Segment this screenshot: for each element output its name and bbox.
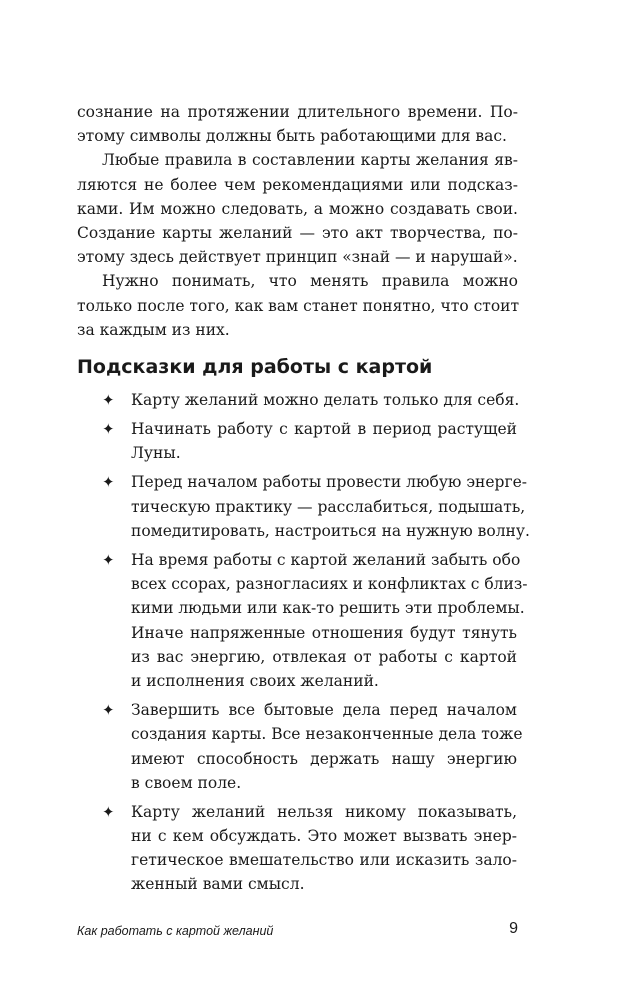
tips-list (77, 388, 530, 897)
text-line: тическую практику — расслабиться, подышать, (131, 497, 526, 516)
page-number: 9 (509, 920, 518, 937)
four-pointed-star-icon: ✦ (102, 551, 115, 569)
four-pointed-star-icon: ✦ (102, 473, 115, 492)
text-line: ляются не более чем рекомендациями или подсказ- (77, 175, 518, 194)
text-line: ни с кем обсуждать. Это может вызвать энер- (131, 827, 517, 846)
paragraph-2 (77, 148, 518, 269)
four-pointed-star-icon: ✦ (102, 420, 115, 439)
text-line: Нужно понимать, что менять правила можно (102, 272, 518, 291)
four-pointed-star-icon: ✦ (102, 802, 115, 821)
text-line: помедитировать, настроиться на нужную волну. (131, 521, 530, 540)
list-item (74, 548, 528, 693)
list-item (74, 470, 530, 543)
text-line: Иначе напряженные отношения будут тянуть (131, 623, 517, 642)
text-line: Луны. (131, 444, 181, 463)
text-line: На время работы с картой желаний забыть обо (131, 551, 521, 569)
four-pointed-star-icon: ✦ (102, 701, 115, 720)
four-pointed-star-icon: ✦ (102, 390, 115, 409)
page-footer (77, 920, 518, 942)
text-line: женный вами смысл. (131, 875, 305, 894)
text-line: Создание карты желаний — это акт творчества, по- (77, 223, 518, 242)
text-line: за каждым из них. (77, 320, 230, 339)
text-line: из вас энергию, отвлекая от работы с картой (131, 647, 517, 666)
text-line: только после того, как вам станет понятно, что стоит (77, 296, 520, 315)
list-item (74, 417, 518, 465)
text-line: этому символы должны быть работающими для вас. (77, 127, 507, 146)
text-line: имеют способность держать нашу энергию (131, 749, 517, 768)
running-title: Как работать с картой желаний (77, 924, 274, 938)
list-item (74, 388, 518, 412)
text-line: Карту желаний нельзя никому показывать, (131, 802, 517, 821)
text-line: сознание на протяжении длительного времени. По- (77, 103, 518, 121)
text-line: и исполнения своих желаний. (131, 671, 379, 690)
section-heading: Подсказки для работы с картой (77, 355, 433, 378)
text-line: Завершить все бытовые дела перед началом (131, 701, 517, 720)
list-item (74, 698, 523, 795)
text-line: Любые правила в составлении карты желания яв- (102, 151, 518, 170)
text-line: Перед началом работы провести любую энерге- (131, 473, 527, 492)
page-content (77, 100, 530, 902)
text-line: в своем поле. (131, 773, 242, 792)
text-line: всех ссорах, разногласиях и конфликтах с близ- (131, 575, 528, 594)
paragraph-1 (77, 100, 518, 148)
text-line: Начинать работу с картой в период растущей (131, 420, 517, 439)
paragraph-3 (77, 269, 518, 342)
text-line: гетическое вмешательство или исказить зало- (131, 851, 517, 870)
text-line: ками. Им можно следовать, а можно создавать свои. (77, 199, 518, 218)
list-item (74, 800, 518, 897)
text-line: этому здесь действует принцип «знай — и нарушай». (77, 248, 518, 267)
text-line: Карту желаний можно делать только для себя. (131, 390, 520, 409)
text-line: создания карты. Все незаконченные дела тоже (131, 725, 523, 744)
text-line: кими людьми или как-то решить эти проблемы. (131, 599, 525, 618)
